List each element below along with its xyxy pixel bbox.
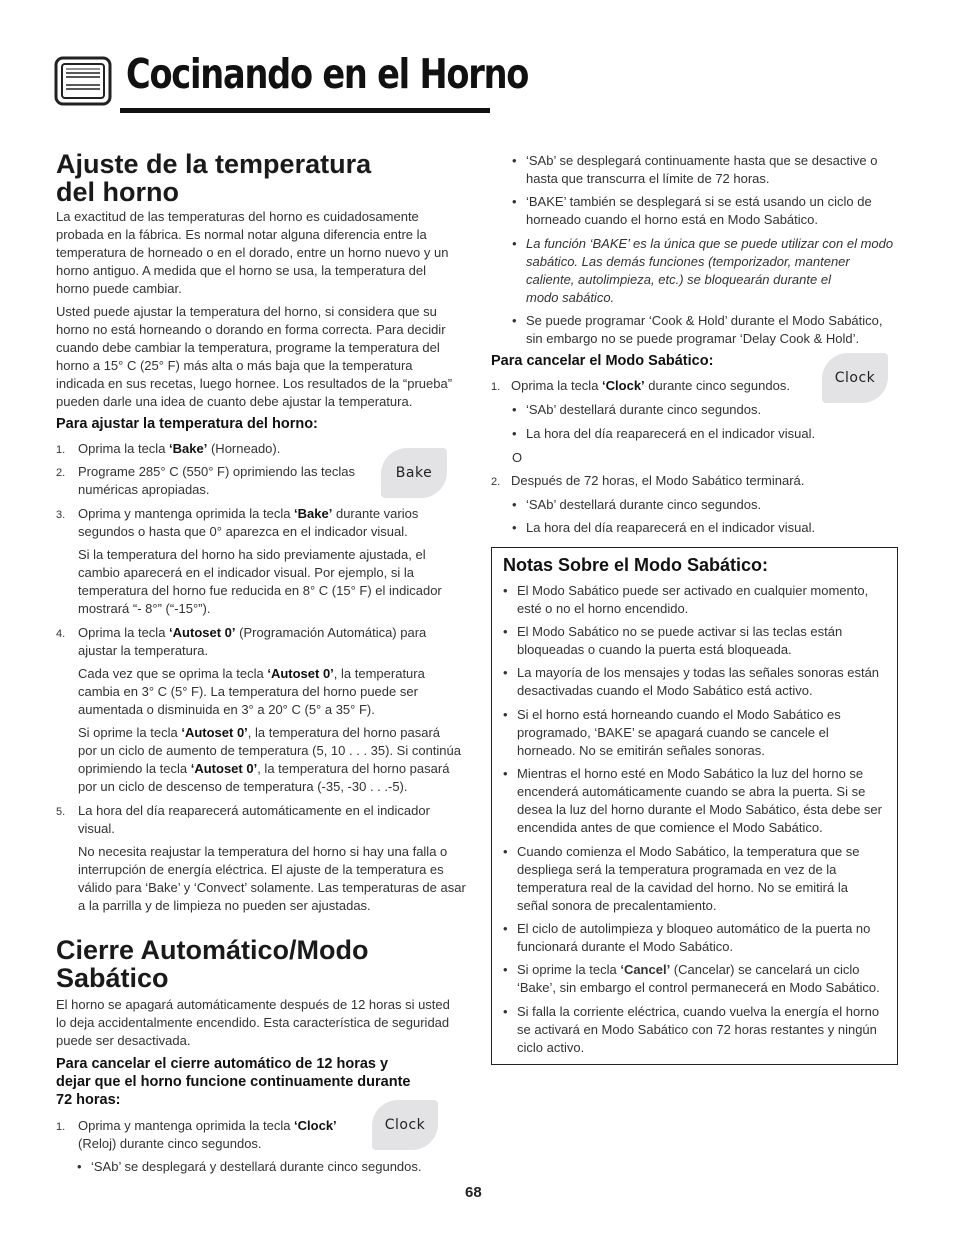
- step-4-paragraph-1: Cada vez que se oprima la tecla ‘Autoset 0’, la temperatura cambia en 3° C (5° F). La temperatura del horno puede ser aumentada o disminuida en 3° a 20° C (5° a 35° F).: [78, 666, 425, 717]
- right-bullet-4: • Se puede programar ‘Cook & Hold’ durante el Modo Sabático, sin embargo no se puede programar ‘Delay Cook & Hold’.: [526, 312, 906, 348]
- step-3: 3. Oprima y mantenga oprimida la tecla ‘Bake’ durante varios segundos o hasta que 0° aparezca en el indicador visual.: [56, 506, 419, 539]
- note-item: • El Modo Sabático puede ser activado en cualquier momento, esté o no el horno encendido.: [517, 582, 892, 618]
- right-bullet-1: • ‘SAb’ se desplegará continuamente hasta que se desactive o hasta que transcurra el límite de 72 horas.: [526, 152, 906, 188]
- cancel-bullet-4: • La hora del día reaparecerá en el indicador visual.: [526, 519, 886, 537]
- title-rule: [120, 108, 490, 113]
- cancel-step-2: 2. Después de 72 horas, el Modo Sabático terminará.: [491, 473, 805, 488]
- sabbath-bullet: • ‘SAb’ se desplegará y destellará durante cinco segundos.: [91, 1158, 471, 1176]
- cancel-sabbath-heading: Para cancelar el Modo Sabático:: [491, 353, 714, 369]
- adjust-heading: Para ajustar la temperatura del horno:: [56, 416, 318, 432]
- step-4: 4. Oprima la tecla ‘Autoset 0’ (Programación Automática) para ajustar la temperatura.: [56, 625, 427, 658]
- section-title: Ajuste de la temperatura del horno: [56, 149, 372, 207]
- section-temperature: [56, 150, 476, 206]
- section-title: Cierre Automático/Modo Sabático: [56, 935, 369, 993]
- intro-paragraph-2: Usted puede ajustar la temperatura del horno, si considera que su horno no está horneando o dorando en forma correcta. Para decidir cuando debe cambiar la temperatura, programe la temperatura del horno a 15° C (25° F) más alta o más baja que la temperatura indicada en sus recetas, luego hornee. Los resultados de la “prueba” pueden darle una idea de cuanto debe ajustar la temperatura.: [56, 304, 453, 409]
- cancel-bullet-2: • La hora del día reaparecerá en el indicador visual.: [526, 425, 886, 443]
- intro-paragraph-1: La exactitud de las temperaturas del horno es cuidadosamente probada en la fábrica. Es normal notar alguna diferencia entre la temperatura de horneado o en el dorado, entre un horno nuevo y un horno antiguo. A medida que el horno se usa, la temperatura del horno puede cambiar.: [56, 209, 449, 296]
- note-item: • Cuando comienza el Modo Sabático, la temperatura que se despliega será la temperatura programada en vez de la temperatura real de la cavidad del horno. No se emitirá la señal sonora de precalentamiento.: [517, 843, 892, 915]
- cancel-bullet-3: • ‘SAb’ destellará durante cinco segundos.: [526, 496, 886, 514]
- sabbath-intro: El horno se apagará automáticamente después de 12 horas si usted lo deja accidentalmente encendido. Esta característica de seguridad puede ser desactivada.: [56, 997, 450, 1048]
- page-number: 68: [465, 1184, 482, 1201]
- right-bullet-3: • La función ‘BAKE’ es la única que se puede utilizar con el modo sabático. Las demás funciones (temporizador, mantener caliente, autolimpieza, etc.) se bloquearán durante el modo sabático.: [526, 235, 906, 307]
- clock-key: Clock: [822, 353, 888, 403]
- step-5: 5. La hora del día reaparecerá automáticamente en el indicador visual.: [56, 803, 430, 836]
- cancel-bullet-1: • ‘SAb’ destellará durante cinco segundos.: [526, 401, 886, 419]
- oven-icon: [54, 56, 112, 106]
- page-title: Cocinando en el Horno: [126, 50, 529, 98]
- step-4-paragraph-2: Si oprime la tecla ‘Autoset 0’, la temperatura del horno pasará por un ciclo de aumento de temperatura (5, 10 . . . 35). Si continúa oprimiendo la tecla ‘Autoset 0’, la temperatura del horno pasará por un ciclo de descenso de temperatura (-35, -30 . . .-5).: [78, 725, 461, 794]
- note-item: • El Modo Sabático no se puede activar si las teclas están bloqueadas o cuando la puerta está bloqueada.: [517, 623, 892, 659]
- step-5-note: No necesita reajustar la temperatura del horno si hay una falla o interrupción de energía eléctrica. El ajuste de la temperatura es válido para ‘Bake’ y ‘Convect’ solamente. Las temperaturas de asar a la parrilla y de limpieza no pueden ser ajustadas.: [78, 844, 466, 913]
- note-item: • La mayoría de los mensajes y todas las señales sonoras están desactivadas cuando el Modo Sabático está activo.: [517, 664, 892, 700]
- clock-key: Clock: [372, 1100, 438, 1150]
- note-item: • El ciclo de autolimpieza y bloqueo automático de la puerta no funcionará durante el Modo Sabático.: [517, 920, 892, 956]
- bake-key: Bake: [381, 448, 447, 498]
- cancel-step-1: 1. Oprima la tecla ‘Clock’ durante cinco segundos.: [491, 378, 790, 393]
- note-item: • Mientras el horno esté en Modo Sabático la luz del horno se encenderá automáticamente cuando se abra la puerta. Si se desea la luz del horno durante el Modo Sabático, ésta debe ser encendida antes de que comience el Modo Sabático.: [517, 765, 892, 837]
- right-bullet-2: • ‘BAKE’ también se desplegará si se está usando un ciclo de horneado cuando el horno está en Modo Sabático.: [526, 193, 906, 229]
- section-sabbath: [56, 936, 476, 992]
- step-2: 2. Programe 285° C (550° F) oprimiendo las teclas numéricas apropiadas.: [56, 464, 356, 497]
- sabbath-step-1: 1. Oprima y mantenga oprimida la tecla ‘Clock’ (Reloj) durante cinco segundos.: [56, 1118, 337, 1151]
- auto-off-cancel-heading: Para cancelar el cierre automático de 12 horas y dejar que el horno funcione continuamente durante 72 horas:: [56, 1056, 411, 1108]
- note-item: • Si falla la corriente eléctrica, cuando vuelva la energía el horno se activará en Modo Sabático con 72 horas restantes y ningún ciclo activo.: [517, 1003, 892, 1057]
- step-3-note: Si la temperatura del horno ha sido previamente ajustada, el cambio aparecerá en el indicador visual. Por ejemplo, si la temperatura del horno fue reducida en 8° C (15° F) el indicador mostrará “- 8°” (“-15°”).: [78, 547, 442, 616]
- note-item: • Si el horno está horneando cuando el Modo Sabático es programado, ‘BAKE’ se apagará cuando se cancele el horneado. No se emitirán señales sonoras.: [517, 706, 892, 760]
- note-item: • Si oprime la tecla ‘Cancel’ (Cancelar) se cancelará un ciclo ‘Bake’, sin embargo el control permanecerá en Modo Sabático.: [517, 961, 892, 997]
- or-label: O: [512, 450, 523, 465]
- notes-title: Notas Sobre el Modo Sabático:: [503, 555, 769, 575]
- step-1: 1. Oprima la tecla ‘Bake’ (Horneado).: [56, 441, 281, 456]
